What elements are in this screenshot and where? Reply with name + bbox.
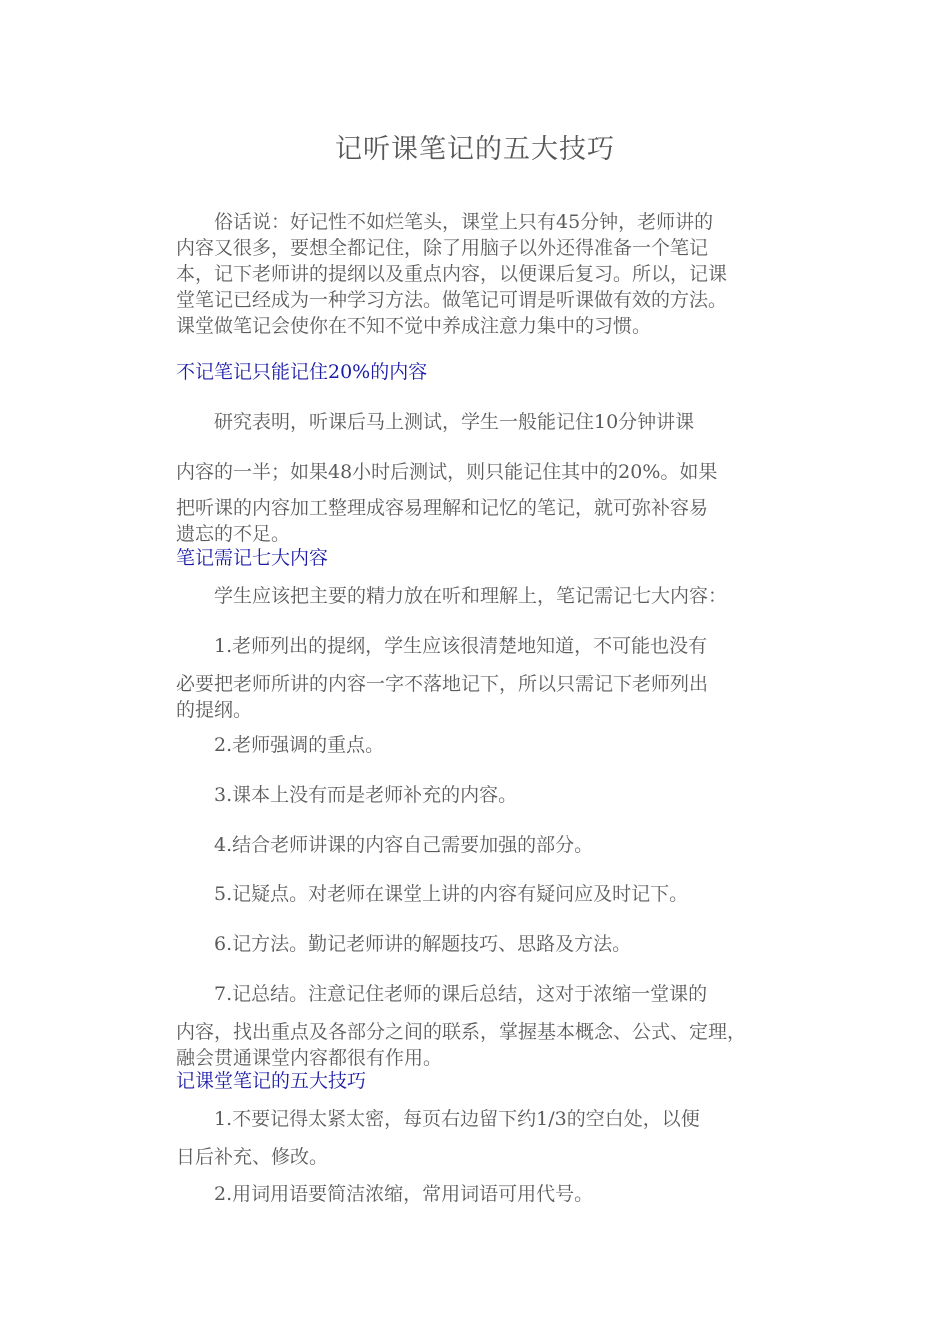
paragraph-line: 7.记总结。注意记住老师的课后总结，这对于浓缩一堂课的 bbox=[176, 983, 708, 1005]
section-heading-five-tips: 记课堂笔记的五大技巧 bbox=[176, 1070, 367, 1092]
seven-contents-lead bbox=[176, 583, 790, 609]
section-heading-seven-contents: 笔记需记七大内容 bbox=[176, 547, 329, 569]
intro-line: 堂笔记已经成为一种学习方法。做笔记可谓是听课做有效的方法。 bbox=[176, 289, 728, 311]
paragraph-line: 遗忘的不足。 bbox=[176, 523, 291, 545]
section-heading-memory: 不记笔记只能记住20%的内容 bbox=[176, 361, 428, 383]
paragraph-line: 内容的一半；如果48小时后测试，则只能记住其中的20%。如果 bbox=[176, 461, 718, 483]
paragraph-line: 6.记方法。勤记老师讲的解题技巧、思路及方法。 bbox=[176, 933, 632, 955]
content-item-5 bbox=[176, 881, 790, 907]
paragraph-line: 2.用词用语要简洁浓缩，常用词语可用代号。 bbox=[176, 1183, 594, 1205]
tip-2 bbox=[176, 1181, 790, 1207]
content-item-6 bbox=[176, 931, 790, 957]
paragraph-line: 3.课本上没有而是老师补充的内容。 bbox=[176, 784, 518, 806]
intro-line: 内容又很多，要想全都记住，除了用脑子以外还得准备一个笔记 bbox=[176, 237, 709, 259]
research-paragraph-continuation bbox=[176, 459, 790, 547]
intro-paragraph bbox=[176, 209, 790, 339]
intro-line: 课堂做笔记会使你在不知不觉中养成注意力集中的习惯。 bbox=[176, 315, 652, 337]
paragraph-line: 4.结合老师讲课的内容自己需要加强的部分。 bbox=[176, 834, 594, 856]
content-item-2 bbox=[176, 732, 790, 758]
paragraph-line: 5.记疑点。对老师在课堂上讲的内容有疑问应及时记下。 bbox=[176, 883, 689, 905]
paragraph-line: 内容，找出重点及各部分之间的联系，掌握基本概念、公式、定理， bbox=[176, 1021, 747, 1043]
paragraph-line: 2.老师强调的重点。 bbox=[176, 734, 385, 756]
intro-line: 本，记下老师讲的提纲以及重点内容，以便课后复习。所以，记课 bbox=[176, 263, 728, 285]
document-title: 记听课笔记的五大技巧 bbox=[335, 134, 615, 165]
paragraph-line: 1.不要记得太紧太密，每页右边留下约1/3的空白处，以便 bbox=[176, 1108, 700, 1130]
paragraph-line: 融会贯通课堂内容都很有作用。 bbox=[176, 1047, 443, 1069]
content-item-4 bbox=[176, 832, 790, 858]
paragraph-line: 学生应该把主要的精力放在听和理解上，笔记需记七大内容： bbox=[176, 585, 728, 607]
research-paragraph-first-line bbox=[176, 409, 790, 435]
intro-line: 俗话说：好记性不如烂笔头，课堂上只有45分钟，老师讲的 bbox=[176, 211, 714, 233]
content-item-1 bbox=[176, 633, 790, 723]
content-item-7 bbox=[176, 981, 790, 1071]
paragraph-line: 1.老师列出的提纲，学生应该很清楚地知道，不可能也没有 bbox=[176, 635, 708, 657]
paragraph-line: 的提纲。 bbox=[176, 699, 253, 721]
paragraph-line: 必要把老师所讲的内容一字不落地记下，所以只需记下老师列出 bbox=[176, 673, 709, 695]
paragraph-line: 研究表明，听课后马上测试，学生一般能记住10分钟讲课 bbox=[176, 411, 695, 433]
paragraph-line: 日后补充、修改。 bbox=[176, 1146, 329, 1168]
paragraph-line: 把听课的内容加工整理成容易理解和记忆的笔记，就可弥补容易 bbox=[176, 497, 709, 519]
tip-1 bbox=[176, 1106, 790, 1170]
content-item-3 bbox=[176, 782, 790, 808]
